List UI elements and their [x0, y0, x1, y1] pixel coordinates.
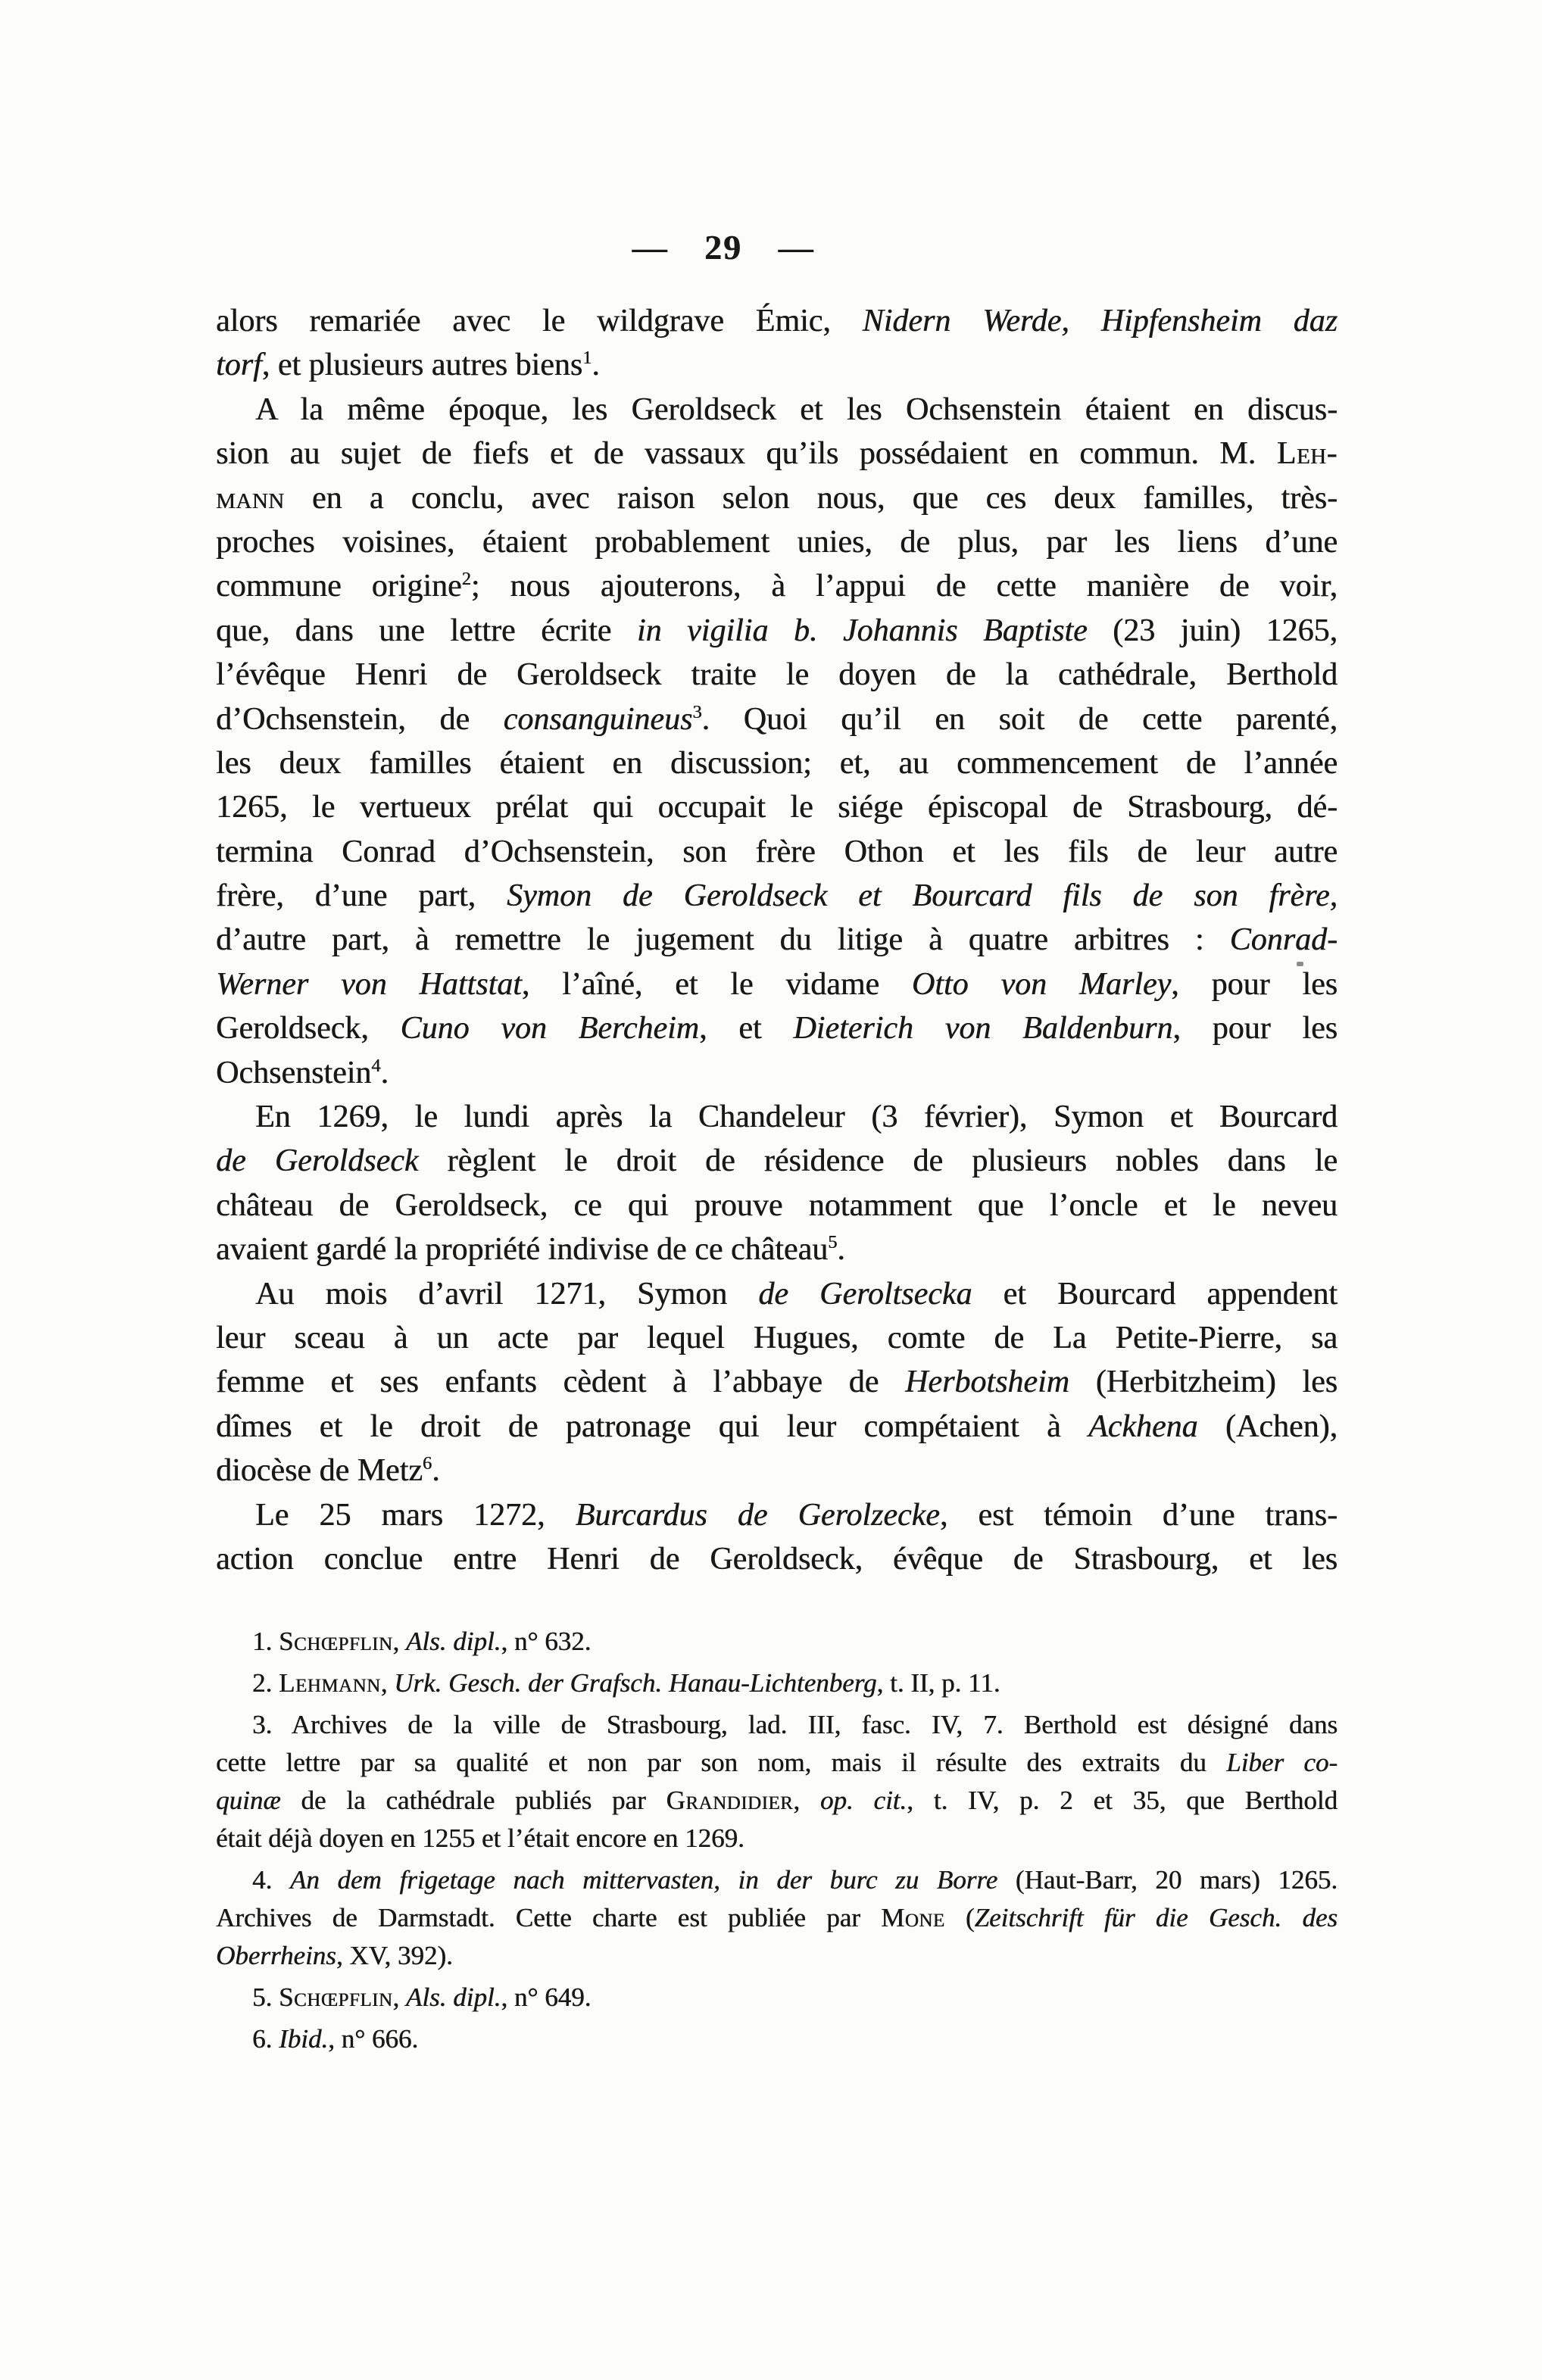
text-segment: .: [380, 1055, 389, 1090]
italic-segment: de Geroltsecka: [758, 1276, 972, 1312]
text-segment: les deux familles étaient en discussion; et, au commencement de l’année: [216, 745, 1338, 781]
text-segment: (Herbitzheim) les: [1069, 1365, 1338, 1400]
text-segment: , n° 649.: [501, 1982, 592, 2012]
text-segment: .: [837, 1232, 845, 1268]
text-segment: leur sceau à un acte par lequel Hugues, comte de La Petite-Pierre, sa: [216, 1320, 1338, 1355]
text-segment: 3. Archives de la ville de Strasbourg, lad. III, fasc. IV, 7. Berthold est désigné dans: [252, 1710, 1338, 1739]
body-line: [216, 1184, 1338, 1227]
text-segment: sion au sujet de fiefs et de vassaux qu’ils possédaient en commun. M.: [216, 436, 1277, 472]
text-segment: , et plusieurs autres biens: [261, 348, 583, 383]
italic-segment: op. cit.: [819, 1786, 907, 1815]
body-line: [216, 1051, 1338, 1095]
footnote-line: [216, 1899, 1338, 1937]
text-segment: . Quoi qu’il en soit de cette parenté,: [701, 701, 1338, 737]
text-segment: Le 25 mars 1272,: [255, 1497, 576, 1533]
body-line: [216, 1095, 1338, 1139]
text-segment: 1265, le vertueux prélat qui occupait le siége épiscopal de Strasbourg, dé-: [216, 790, 1338, 825]
body-line: [216, 520, 1338, 564]
text-segment: de la cathédrale publiés par: [280, 1786, 666, 1815]
body-line: [216, 388, 1338, 432]
footnote-line: [216, 1744, 1338, 1782]
text-segment: , t. IV, p. 2 et 35, que Berthold: [907, 1786, 1338, 1815]
text-segment: d’Ochsenstein, de: [216, 701, 504, 737]
text-segment: (Achen),: [1197, 1408, 1338, 1444]
italic-segment: Werner von Hattstat: [216, 966, 522, 1002]
text-segment: En 1269, le lundi après la Chandeleur (3 février), Symon et Bourcard: [255, 1100, 1338, 1135]
text-segment: , n° 632.: [501, 1627, 592, 1656]
italic-segment: Conrad-: [1229, 922, 1338, 958]
body-line: [216, 1006, 1338, 1050]
text-segment: (23 juin) 1265,: [1087, 613, 1338, 648]
italic-segment: Nidern Werde, Hipfensheim daz: [862, 304, 1338, 338]
text-segment: Archives de Darmstadt. Cette charte est publiée par: [216, 1903, 882, 1932]
text-segment: ; nous ajouterons, à l’appui de cette manière de voir,: [470, 569, 1338, 604]
text-segment: Ochsenstein: [216, 1055, 372, 1090]
body-line: [216, 609, 1338, 653]
text-segment: 5.: [252, 1982, 279, 2012]
text-segment: proches voisines, étaient probablement unies, de plus, par les liens d’une: [216, 524, 1338, 560]
italic-segment: Als. dipl.: [405, 1627, 501, 1656]
body-line: [216, 874, 1338, 918]
text-segment: 4.: [252, 1865, 290, 1895]
italic-segment: Otto von Marley: [911, 966, 1172, 1002]
footnote-line: [216, 1861, 1338, 1899]
body-line: [216, 962, 1338, 1006]
text-segment: 1.: [252, 1627, 279, 1656]
footnote-reference-superscript: 6: [422, 1453, 432, 1474]
footnote-line: [216, 2020, 1338, 2058]
text-segment: , t. II, p. 11.: [876, 1668, 1000, 1698]
body-text: [216, 299, 1338, 1581]
scan-speck: [1297, 962, 1303, 966]
footnote-line: [216, 1782, 1338, 1820]
page-number: — 29 —: [632, 228, 815, 267]
italic-segment: Ackhena: [1088, 1408, 1198, 1444]
text-segment: femme et ses enfants cèdent à l’abbaye de: [216, 1365, 905, 1400]
text-segment: , pour les: [1172, 1011, 1338, 1047]
italic-segment: torf: [216, 348, 262, 383]
footnote-line: [216, 1979, 1338, 2017]
italic-segment: An dem frigetage nach mittervasten, in der burc zu Borre: [289, 1865, 998, 1895]
italic-segment: Dieterich von Baldenburn: [793, 1011, 1173, 1047]
text-segment: était déjà doyen en 1255 et l’était encore en 1269.: [216, 1823, 744, 1853]
footnote-line: [216, 1820, 1338, 1858]
body-line: [216, 1360, 1338, 1404]
text-segment: ,: [380, 1668, 395, 1698]
footnote-reference-superscript: 2: [461, 569, 471, 590]
text-segment: dîmes et le droit de patronage qui leur compétaient à: [216, 1408, 1088, 1444]
text-segment: diocèse de Metz: [216, 1453, 423, 1489]
footnote-line: [216, 1664, 1338, 1702]
footnote-reference-superscript: 3: [692, 701, 702, 722]
text-segment: que, dans une lettre écrite: [216, 613, 637, 648]
body-line: [216, 299, 1338, 343]
italic-segment: Zeitschrift für die Gesch. des: [974, 1903, 1338, 1932]
body-line: [216, 564, 1338, 608]
text-segment: termina Conrad d’Ochsenstein, son frère Othon et les fils de leur autre: [216, 834, 1338, 869]
text-segment: d’autre part, à remettre le jugement du litige à quatre arbitres :: [216, 922, 1230, 958]
italic-segment: Als. dipl.: [405, 1982, 501, 2012]
smallcaps-segment: Schœpflin: [279, 1982, 393, 2012]
italic-segment: Cuno von Bercheim: [400, 1011, 700, 1047]
body-line: [216, 785, 1338, 829]
body-line: [216, 1537, 1338, 1581]
text-segment: (Haut-Barr, 20 mars) 1265.: [997, 1865, 1338, 1895]
text-segment: ,: [392, 1627, 406, 1656]
text-segment: en a conclu, avec raison selon nous, que ces deux familles, très-: [284, 480, 1338, 516]
text-segment: règlent le droit de résidence de plusieurs nobles dans le: [418, 1143, 1338, 1179]
italic-segment: Ibid.: [279, 2024, 329, 2054]
text-segment: frère, d’une part,: [216, 878, 507, 914]
body-line: [216, 432, 1338, 476]
text-segment: , et: [699, 1011, 794, 1047]
body-line: [216, 653, 1338, 697]
italic-segment: Symon de Geroldseck et Bourcard fils de son frère,: [507, 878, 1338, 914]
text-segment: alors remariée avec le wildgrave Émic,: [216, 304, 863, 338]
body-line: [216, 1316, 1338, 1360]
text-segment: 6.: [252, 2024, 279, 2054]
body-line: [216, 1493, 1338, 1537]
body-line: [216, 1449, 1338, 1493]
italic-segment: Urk. Gesch. der Grafsch. Hanau-Lichtenberg: [394, 1668, 877, 1698]
text-segment: ,: [793, 1786, 820, 1815]
body-line: [216, 1405, 1338, 1449]
italic-segment: de Geroldseck: [216, 1143, 419, 1179]
smallcaps-segment: Lehmann: [279, 1668, 381, 1698]
smallcaps-segment: Mone: [881, 1903, 945, 1932]
text-segment: , n° 666.: [328, 2024, 419, 2054]
italic-segment: Herbotsheim: [904, 1365, 1069, 1400]
italic-segment: consanguineus: [503, 701, 693, 737]
text-segment: et Bourcard appendent: [972, 1276, 1338, 1312]
body-line: [216, 476, 1338, 520]
text-segment: , est témoin d’une trans-: [939, 1497, 1338, 1533]
text-segment: l’évêque Henri de Geroldseck traite le doyen de la cathédrale, Berthold: [216, 657, 1338, 693]
text-segment: , XV, 392).: [336, 1941, 453, 1970]
body-line: [216, 1139, 1338, 1183]
text-segment: .: [432, 1453, 440, 1489]
text-segment: .: [592, 348, 600, 383]
text-segment: Geroldseck,: [216, 1011, 401, 1047]
footnote-line: [216, 1623, 1338, 1661]
text-segment: château de Geroldseck, ce qui prouve notamment que l’oncle et le neveu: [216, 1187, 1338, 1223]
footnote-line: [216, 1937, 1338, 1975]
italic-segment: quinæ: [216, 1786, 281, 1815]
italic-segment: Liber co-: [1226, 1748, 1338, 1777]
body-line: [216, 697, 1338, 741]
text-segment: 2.: [252, 1668, 279, 1698]
text-segment: Au mois d’avril 1271, Symon: [255, 1276, 759, 1312]
smallcaps-segment: mann: [216, 480, 285, 516]
footnote-reference-superscript: 5: [828, 1232, 838, 1253]
text-segment: ,: [392, 1982, 406, 2012]
text-segment: action conclue entre Henri de Geroldseck, évêque de Strasbourg, et les: [216, 1541, 1338, 1577]
text-segment: avaient gardé la propriété indivise de ce château: [216, 1232, 829, 1268]
text-segment: , l’aîné, et le vidame: [521, 966, 912, 1002]
body-line: [216, 918, 1338, 962]
footnote-line: [216, 1706, 1338, 1744]
text-segment: , pour les: [1171, 966, 1338, 1002]
italic-segment: Burcardus de Gerolzecke: [575, 1497, 940, 1533]
body-line: [216, 1272, 1338, 1316]
italic-segment: in vigilia b. Johannis Baptiste: [636, 613, 1088, 648]
text-segment: commune origine: [216, 569, 462, 604]
text-segment: (: [944, 1903, 975, 1932]
footnotes: [216, 1623, 1338, 2058]
italic-segment: Oberrheins: [216, 1941, 336, 1970]
body-line: [216, 830, 1338, 874]
text-segment: A la même époque, les Geroldseck et les Ochsenstein étaient en discus-: [255, 391, 1338, 427]
body-line: [216, 1227, 1338, 1271]
body-line: [216, 741, 1338, 785]
body-line: [216, 343, 1338, 387]
smallcaps-segment: Leh-: [1276, 436, 1338, 472]
text-segment: cette lettre par sa qualité et non par son nom, mais il résulte des extraits du: [216, 1748, 1227, 1777]
smallcaps-segment: Schœpflin: [279, 1627, 393, 1656]
footnote-reference-superscript: 1: [582, 348, 592, 369]
footnote-reference-superscript: 4: [371, 1055, 381, 1076]
smallcaps-segment: Grandidier: [666, 1786, 794, 1815]
